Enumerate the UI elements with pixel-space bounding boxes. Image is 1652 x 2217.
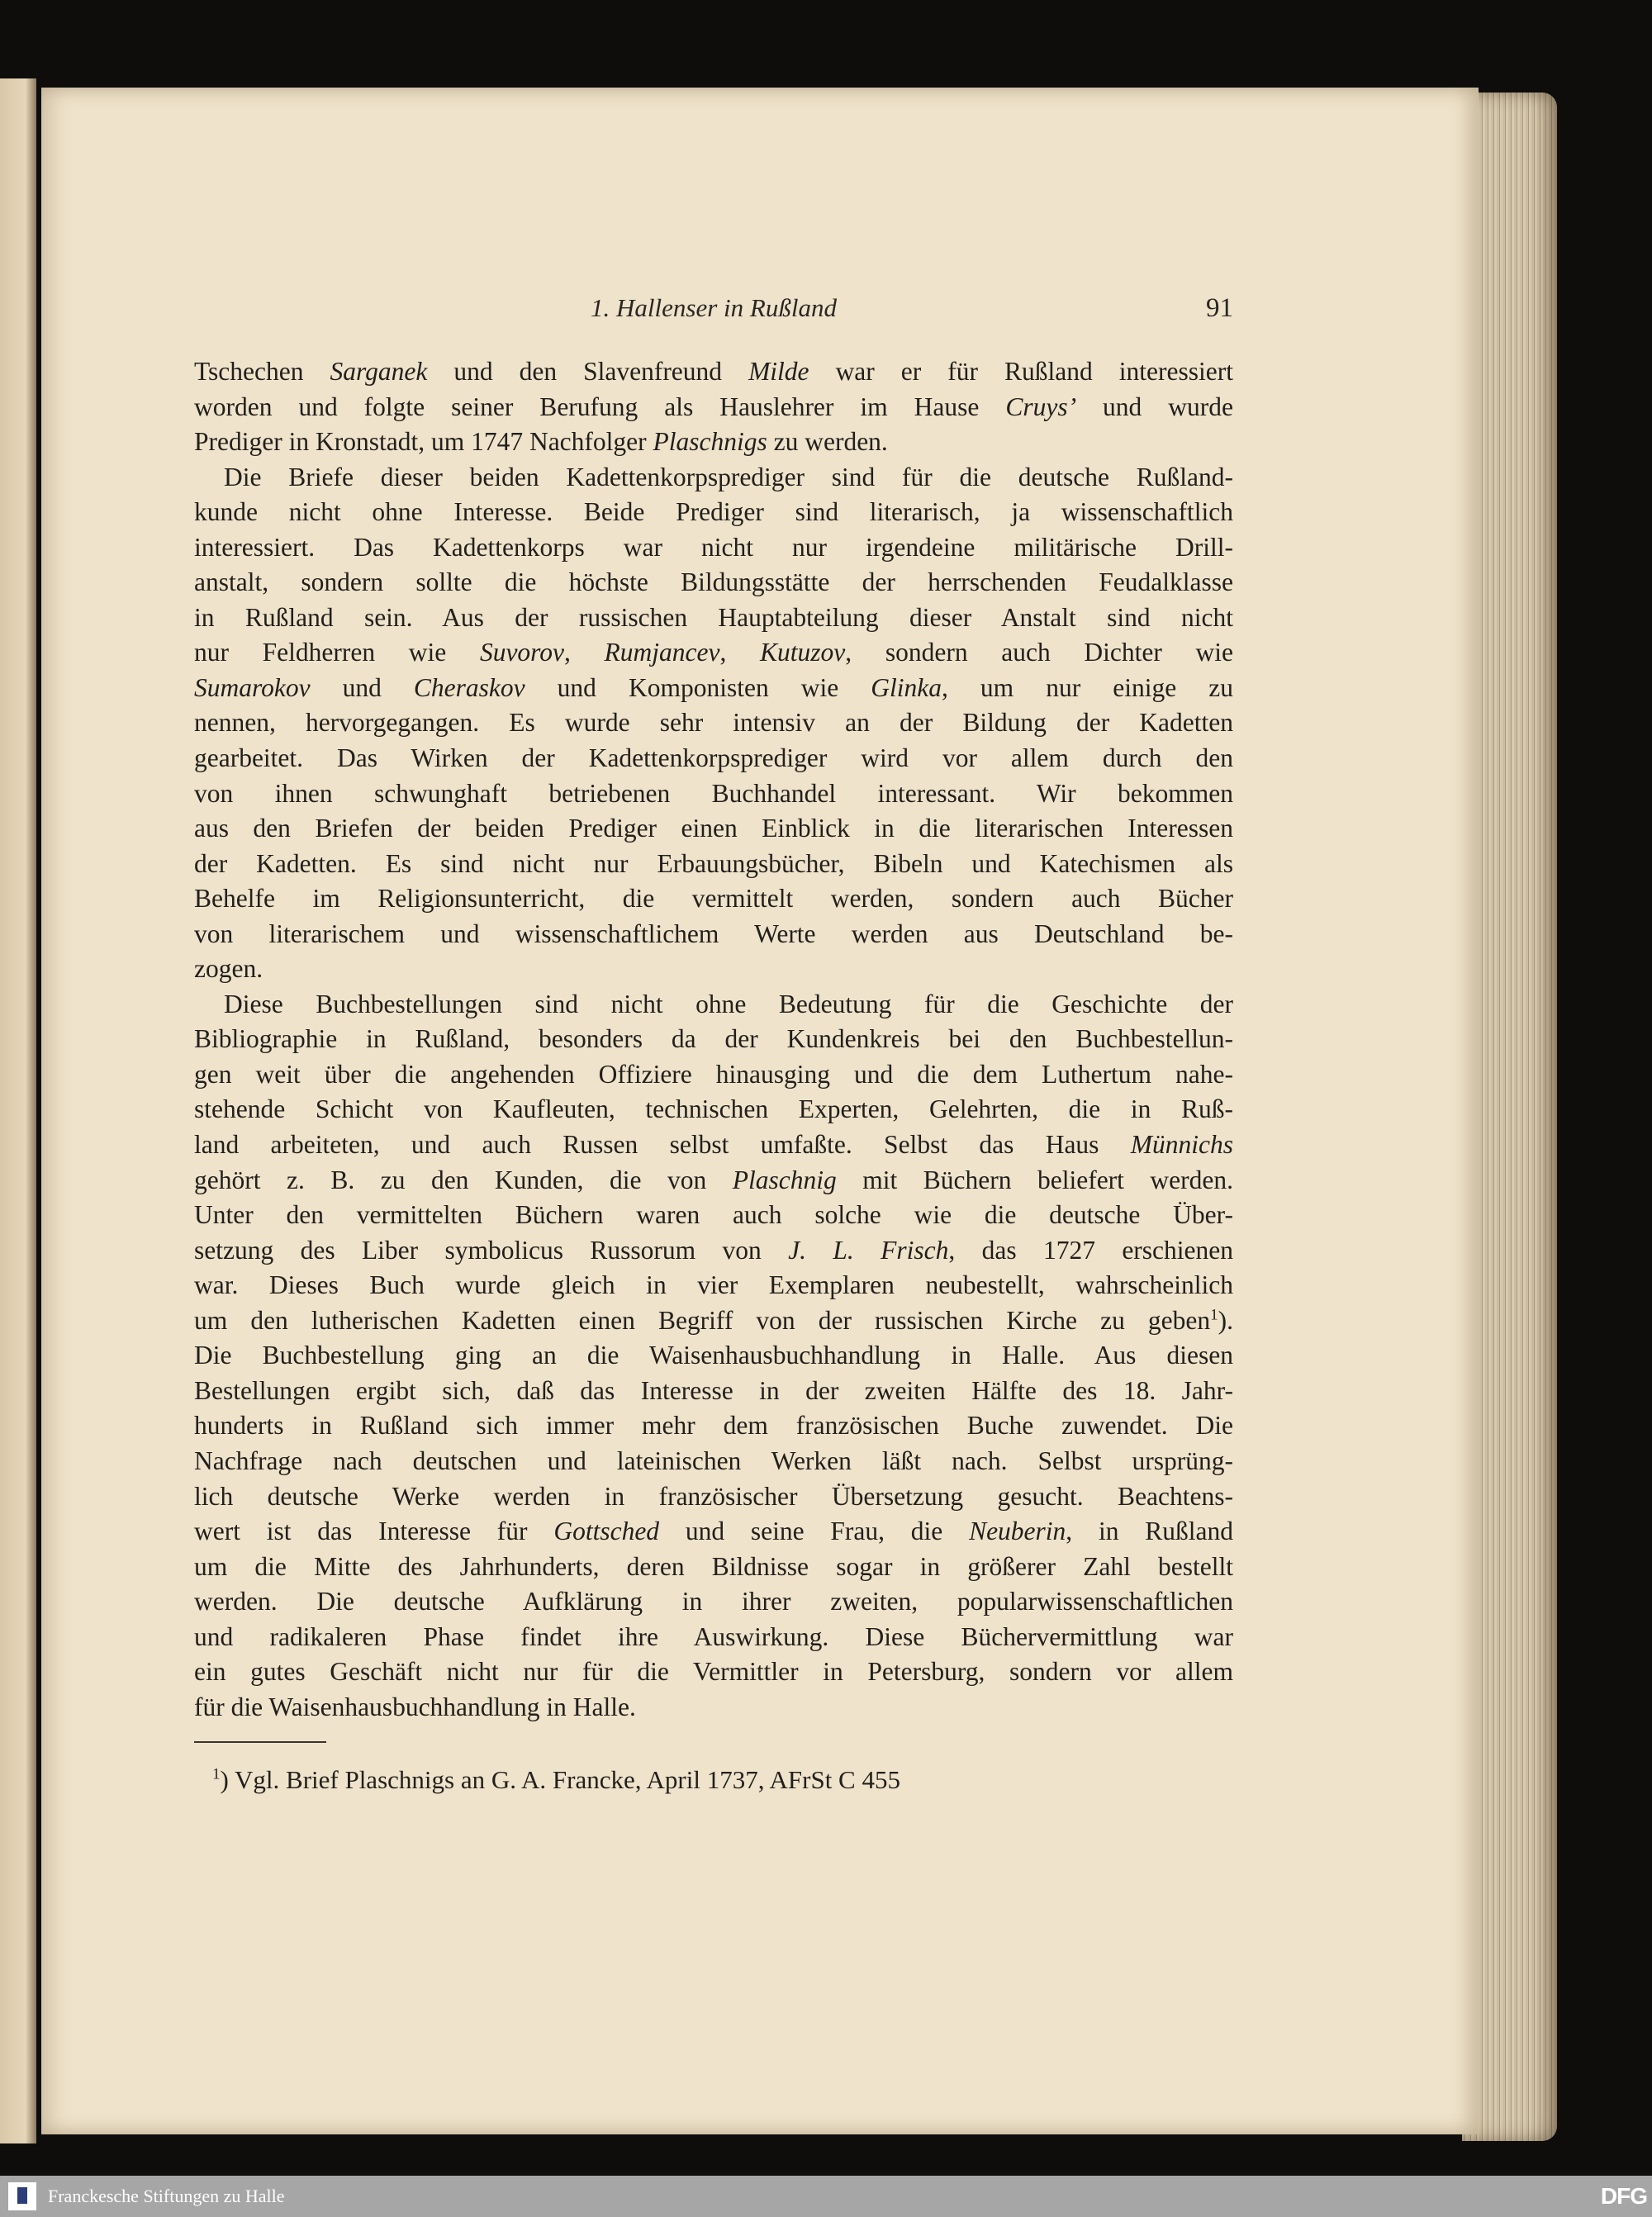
text-run: Prediger in Kronstadt, um 1747 Nachfolger — [194, 427, 653, 457]
italic-name: Sumarokov — [194, 672, 311, 702]
text-line — [194, 530, 1233, 566]
italic-name: Kutuzov — [760, 638, 846, 667]
previous-page-edge — [0, 78, 36, 2143]
footnote-marker: 1 — [212, 1765, 221, 1783]
text-run: Die Briefe dieser beiden Kadettenkorpsprediger sind für die deutsche Rußland- — [224, 462, 1233, 491]
italic-name: Glinka — [871, 672, 942, 702]
text-line — [194, 1514, 1233, 1550]
text-run: , sondern auch Dichter wie — [845, 638, 1233, 667]
italic-name: Plaschnig — [732, 1165, 837, 1194]
text-run: gen weit über die angehenden Offiziere hinausging und die dem Luthertum nahe- — [194, 1059, 1233, 1089]
text-run: nur Feldherren wie — [194, 638, 480, 667]
italic-name: Plaschnigs — [653, 427, 767, 457]
footnote-reference: 1 — [1210, 1306, 1218, 1324]
text-line — [194, 671, 1233, 706]
text-line — [194, 952, 1233, 987]
text-line — [194, 460, 1233, 496]
footnote — [212, 1765, 900, 1795]
text-line — [194, 1690, 1233, 1726]
text-run: , das 1727 erschienen — [948, 1235, 1233, 1265]
text-run: Unter den vermittelten Büchern waren auch solche wie die deutsche Über- — [194, 1200, 1233, 1230]
text-run: werden. Die deutsche Aufklärung in ihrer zweiten, popularwissenschaftlichen — [194, 1587, 1233, 1616]
text-line — [194, 1444, 1233, 1479]
page-number: 91 — [1206, 293, 1233, 323]
text-run: mit Büchern beliefert werden. — [836, 1165, 1233, 1194]
footnote-separator — [194, 1741, 326, 1743]
text-run: , — [719, 638, 761, 667]
text-line — [194, 1408, 1233, 1444]
italic-name: Cheraskov — [413, 672, 525, 702]
text-line — [194, 495, 1233, 530]
text-run: Bestellungen ergibt sich, daß das Interesse in der zweiten Hälfte des 18. Jahr- — [194, 1375, 1233, 1405]
text-line — [194, 1268, 1233, 1303]
text-run: ). — [1218, 1305, 1233, 1335]
text-line — [194, 1620, 1233, 1655]
text-run: der Kadetten. Es sind nicht nur Erbauungsbücher, Bibeln und Katechismen als — [194, 848, 1233, 878]
running-header — [194, 293, 1233, 330]
text-run: ein gutes Geschäft nicht nur für die Vermittler in Petersburg, sondern vor allem — [194, 1657, 1233, 1687]
text-run: um die Mitte des Jahrhunderts, deren Bildnisse sogar in größerer Zahl bestellt — [194, 1551, 1233, 1581]
text-run: und radikaleren Phase findet ihre Auswirkung. Diese Büchervermittlung war — [194, 1621, 1233, 1651]
text-run: und den Slavenfreund — [427, 357, 749, 386]
text-run: aus den Briefen der beiden Prediger einen Einblick in die literarischen Interessen — [194, 814, 1233, 843]
italic-name: Sarganek — [330, 357, 428, 386]
text-run: und seine Frau, die — [659, 1517, 970, 1546]
text-line — [194, 987, 1233, 1023]
italic-name: J. L. Frisch — [788, 1235, 949, 1265]
text-run: Tschechen — [194, 357, 330, 386]
text-run: , um nur einige zu — [942, 672, 1233, 702]
text-run: zu werden. — [767, 427, 888, 457]
text-line — [194, 1198, 1233, 1233]
text-run: von ihnen schwunghaft betriebenen Buchhandel interessant. Wir bekommen — [194, 778, 1233, 808]
text-line — [194, 1057, 1233, 1093]
italic-name: Rumjancev — [604, 638, 720, 667]
text-run: lich deutsche Werke werden in französischer Übersetzung gesucht. Beachtens- — [194, 1481, 1233, 1511]
text-run: land arbeiteten, und auch Russen selbst umfaßte. Selbst das Haus — [194, 1130, 1131, 1160]
text-run: für die Waisenhausbuchhandlung in Halle. — [194, 1692, 636, 1721]
text-run: war er für Rußland interessiert — [809, 357, 1233, 386]
italic-name: Cruys’ — [1005, 392, 1077, 421]
institution-name: Franckesche Stiftungen zu Halle — [48, 2186, 285, 2206]
text-run: Behelfe im Religionsunterricht, die vermittelt werden, sondern auch Bücher — [194, 884, 1233, 914]
text-line — [194, 881, 1233, 917]
text-run: zogen. — [194, 954, 263, 984]
text-run: in Rußland sein. Aus der russischen Hauptabteilung dieser Anstalt sind nicht — [194, 602, 1233, 632]
text-line — [194, 1550, 1233, 1585]
italic-name: Neuberin — [969, 1517, 1066, 1546]
body-text — [194, 354, 1233, 1725]
text-run: stehende Schicht von Kaufleuten, technischen Experten, Gelehrten, die in Ruß- — [194, 1094, 1233, 1124]
text-run: war. Dieses Buch wurde gleich in vier Exemplaren neubestellt, wahrscheinlich — [194, 1270, 1233, 1300]
text-run: gehört z. B. zu den Kunden, die von — [194, 1165, 733, 1194]
text-run: Die Buchbestellung ging an die Waisenhausbuchhandlung in Halle. Aus diesen — [194, 1341, 1233, 1370]
text-run: hunderts in Rußland sich immer mehr dem französischen Buche zuwendet. Die — [194, 1411, 1233, 1441]
text-line — [194, 635, 1233, 671]
text-run: , — [564, 638, 605, 667]
text-run: , in Rußland — [1066, 1517, 1233, 1546]
text-line — [194, 1163, 1233, 1199]
italic-name: Gottsched — [553, 1517, 660, 1546]
text-line — [194, 1233, 1233, 1269]
text-line — [194, 354, 1233, 390]
text-line — [194, 917, 1233, 952]
text-run: nennen, hervorgegangen. Es wurde sehr intensiv an der Bildung der Kadetten — [194, 708, 1233, 738]
text-line — [194, 705, 1233, 741]
text-line — [194, 601, 1233, 636]
institution-logo-icon — [8, 2182, 36, 2210]
footnote-text: ) Vgl. Brief Plaschnigs an G. A. Francke, April 1737, AFrSt C 455 — [220, 1765, 900, 1794]
viewer-footer — [0, 2176, 1652, 2217]
text-run: kunde nicht ohne Interesse. Beide Prediger sind literarisch, ja wissenschaftlich — [194, 497, 1233, 527]
text-line — [194, 1127, 1233, 1163]
text-run: anstalt, sondern sollte die höchste Bildungsstätte der herrschenden Feudalklasse — [194, 567, 1233, 597]
text-run: und wurde — [1076, 392, 1233, 421]
text-run: von literarischem und wissenschaftlichem Werte werden aus Deutschland be- — [194, 919, 1233, 948]
italic-name: Milde — [748, 357, 809, 386]
text-run: und Komponisten wie — [525, 672, 871, 702]
text-line — [194, 425, 1233, 460]
text-line — [194, 1092, 1233, 1127]
text-run: um den lutherischen Kadetten einen Begriff von der russischen Kirche zu geben — [194, 1305, 1211, 1335]
text-run: interessiert. Das Kadettenkorps war nicht nur irgendeine militärische Drill- — [194, 532, 1233, 562]
text-run: gearbeitet. Das Wirken der Kadettenkorpsprediger wird vor allem durch den — [194, 743, 1233, 773]
text-line — [194, 1338, 1233, 1374]
dfg-logo: DFG — [1600, 2183, 1647, 2209]
running-title: 1. Hallenser in Rußland — [591, 293, 837, 322]
text-line — [194, 1022, 1233, 1057]
text-line — [194, 1654, 1233, 1690]
text-line — [194, 741, 1233, 776]
text-run: Bibliographie in Rußland, besonders da der Kundenkreis bei den Buchbestellun- — [194, 1024, 1233, 1054]
text-run: und — [310, 672, 414, 702]
italic-name: Suvorov — [479, 638, 564, 667]
text-line — [194, 811, 1233, 847]
italic-name: Münnichs — [1130, 1130, 1233, 1160]
text-line — [194, 1479, 1233, 1515]
text-line — [194, 1374, 1233, 1409]
text-line — [194, 390, 1233, 425]
text-line — [194, 1303, 1233, 1339]
text-run: setzung des Liber symbolicus Russorum von — [194, 1235, 789, 1265]
text-line — [194, 565, 1233, 601]
text-run: Nachfrage nach deutschen und lateinischen Werken läßt nach. Selbst ursprüng- — [194, 1446, 1233, 1475]
text-line — [194, 847, 1233, 882]
text-run: Diese Buchbestellungen sind nicht ohne Bedeutung für die Geschichte der — [224, 989, 1233, 1018]
text-line — [194, 1584, 1233, 1620]
text-run: worden und folgte seiner Berufung als Hauslehrer im Hause — [194, 392, 1006, 421]
text-line — [194, 776, 1233, 812]
text-run: wert ist das Interesse für — [194, 1517, 554, 1546]
